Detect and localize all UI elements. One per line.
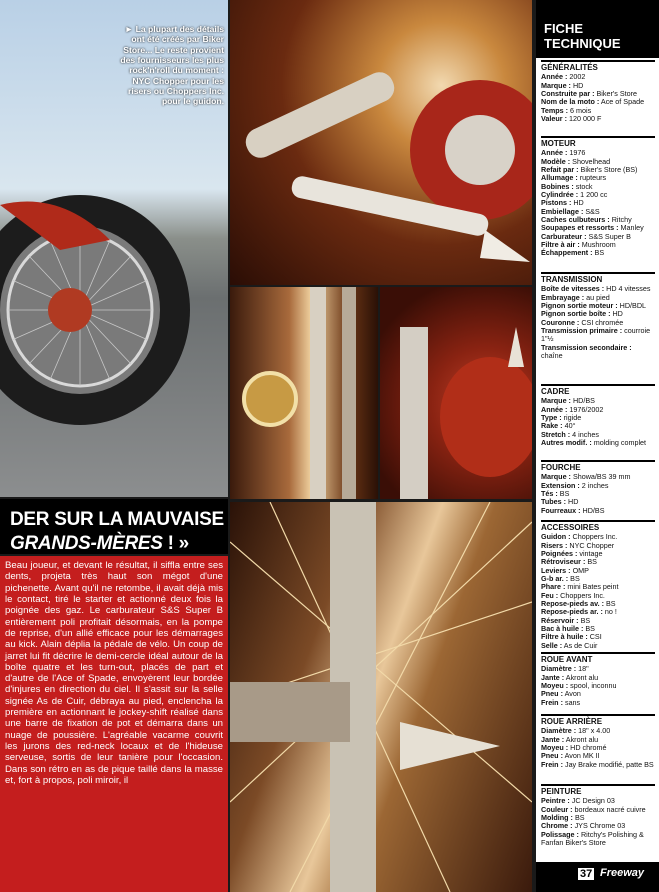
- photo-caption: ► La plupart des détails ont été créés par Biker Store... Le reste provient des fournisseurs les plus rock'n'roll du moment : NYC Chopper pour les risers ou Choppers Inc. pour le guidon.: [120, 24, 224, 107]
- spec-section: [541, 714, 655, 769]
- spec-key: Année :: [541, 72, 568, 82]
- spec-value: Akront alu: [565, 672, 599, 682]
- tech-sheet-title: [544, 22, 659, 52]
- engine-detail-photo: [230, 0, 532, 285]
- title-line1: FICHE: [544, 21, 583, 36]
- spec-value: 2002: [569, 72, 586, 82]
- spec-value: JC Design 03: [571, 796, 615, 806]
- spec-value: HD: [573, 198, 584, 208]
- spec-row: [541, 642, 655, 650]
- spec-section-title: TRANSMISSION: [541, 272, 655, 284]
- spec-row: [541, 249, 655, 257]
- spec-value: 2 inches: [581, 480, 609, 490]
- spec-value: rigide: [563, 412, 582, 422]
- spec-value: 1976/2002: [569, 404, 604, 414]
- spec-value: OMP: [572, 565, 589, 575]
- spec-key: Transmission primaire :: [541, 325, 623, 335]
- spec-key: Tubes :: [541, 497, 567, 507]
- handlebar-photo: [380, 287, 532, 499]
- spec-section: [541, 384, 655, 447]
- spec-value: S&S: [585, 206, 600, 216]
- spec-section-title: FOURCHE: [541, 460, 655, 472]
- spec-value: Manley: [620, 223, 644, 233]
- spec-key: Pneu :: [541, 751, 563, 761]
- spec-key: Allumage :: [541, 173, 578, 183]
- spec-section-title: ACCESSOIRES: [541, 520, 655, 532]
- spec-value: CSI chromée: [581, 317, 624, 327]
- spec-key: Valeur :: [541, 113, 567, 123]
- spec-value: BS: [594, 248, 605, 258]
- spec-value: HD chromé: [570, 742, 607, 752]
- spec-key: Embiellage :: [541, 206, 584, 216]
- spec-key: Embrayage :: [541, 292, 585, 302]
- spec-value: Ritchy: [611, 215, 632, 225]
- spec-key: Pistons :: [541, 198, 572, 208]
- spec-value: Avon: [564, 689, 581, 699]
- spec-value: S&S Super B: [588, 231, 631, 241]
- spec-value: spool, inconnu: [570, 680, 617, 690]
- spec-value: molding complet: [593, 437, 647, 447]
- spec-key: Filtre à huile :: [541, 632, 588, 642]
- spec-key: Fourreaux :: [541, 505, 581, 515]
- spec-key: Repose-pieds av. :: [541, 599, 604, 609]
- spec-key: Peintre :: [541, 796, 570, 806]
- spec-key: Selle :: [541, 640, 563, 650]
- spec-value: Ritchy's Polishing & Fanfan Biker's Store: [541, 829, 644, 847]
- spec-key: Nom de la moto :: [541, 97, 600, 107]
- spec-key: Construite par :: [541, 88, 595, 98]
- spec-value: 1976: [569, 148, 586, 158]
- front-hub-photo: [230, 502, 532, 892]
- spec-value: 18": [578, 664, 589, 674]
- spec-value: vintage: [579, 548, 603, 558]
- headline-line2: GRANDS-MÈRES: [10, 532, 163, 554]
- spec-key: Année :: [541, 404, 568, 414]
- spec-section: [541, 520, 655, 650]
- spec-value: HD/BS: [582, 505, 605, 515]
- spec-key: Bac à huile :: [541, 624, 584, 634]
- spec-key: Réservoir :: [541, 615, 579, 625]
- spec-section: [541, 60, 655, 123]
- spec-value: courroie 1"½: [541, 325, 651, 344]
- hub-shape: [48, 288, 92, 332]
- magazine-brand: Freeway: [600, 867, 645, 879]
- spec-key: Phare :: [541, 582, 566, 592]
- spec-value: bordeaux nacré cuivre: [574, 804, 646, 814]
- spec-key: Feu :: [541, 590, 559, 600]
- spec-key: Marque :: [541, 472, 571, 482]
- spec-row: [541, 327, 655, 344]
- spec-section: [541, 784, 655, 847]
- spec-value: As de Cuir: [563, 640, 598, 650]
- spec-key: Autres modif. :: [541, 437, 592, 447]
- spec-value: HD: [572, 80, 584, 90]
- spec-key: Couleur :: [541, 804, 573, 814]
- spec-key: Poignées :: [541, 548, 578, 558]
- spec-value: HD: [568, 497, 579, 507]
- spec-key: Couronne :: [541, 317, 580, 327]
- spec-section-title: ROUE AVANT: [541, 652, 655, 664]
- spec-value: stock: [575, 181, 593, 191]
- spec-section-title: CADRE: [541, 384, 655, 396]
- spec-value: HD 4 vitesses: [606, 284, 651, 294]
- spec-section: [541, 460, 655, 515]
- spec-key: Risers :: [541, 540, 568, 550]
- spec-key: G-b ar. :: [541, 573, 569, 583]
- spec-value: BS: [585, 624, 595, 634]
- spec-key: Extension :: [541, 480, 580, 490]
- spec-value: Mushroom: [581, 240, 616, 250]
- spec-key: Modèle :: [541, 156, 571, 166]
- spec-value: 4 inches: [572, 429, 599, 439]
- front-fork-photo: [230, 287, 378, 499]
- spec-value: Biker's Store (BS): [580, 164, 638, 174]
- spec-section-title: GÉNÉRALITÉS: [541, 60, 655, 72]
- spec-key: Rétroviseur :: [541, 557, 586, 567]
- spec-key: Carburateur :: [541, 231, 587, 241]
- spec-key: Cylindrée :: [541, 189, 579, 199]
- spec-key: Stretch :: [541, 429, 571, 439]
- spec-value: 40°: [564, 421, 576, 431]
- spec-row: [541, 761, 655, 769]
- spec-key: Type :: [541, 412, 562, 422]
- title-line2: TECHNIQUE: [544, 35, 621, 51]
- spec-key: Diamètre :: [541, 726, 577, 736]
- spec-value: CSI: [589, 632, 602, 642]
- spec-section: [541, 136, 655, 258]
- spec-row: [541, 831, 655, 848]
- spec-value: 120 000 F: [568, 113, 602, 123]
- spec-key: Marque :: [541, 80, 571, 90]
- spec-section: [541, 652, 655, 707]
- spec-key: Pneu :: [541, 689, 563, 699]
- article-headline: [10, 508, 225, 556]
- spec-key: Filtre à air :: [541, 240, 580, 250]
- spec-key: Tés :: [541, 488, 558, 498]
- spec-value: 18" x 4.00: [578, 726, 611, 736]
- spec-key: Caches culbuteurs :: [541, 215, 610, 225]
- spec-row: [541, 344, 655, 361]
- spec-value: BS: [574, 812, 585, 822]
- spec-key: Frein :: [541, 759, 563, 769]
- spec-value: rupteurs: [579, 173, 607, 183]
- spec-value: BS: [559, 488, 570, 498]
- spec-value: sans: [564, 697, 581, 707]
- spec-key: Repose-pieds ar. :: [541, 607, 603, 617]
- article-body: Beau joueur, et devant le résultat, il siffla entre ses dents, projeta très haut son mégot d'une pichenette. Avant qu'il ne retombe, il avait déjà mis le contact, tiré le starter et actionné deux fois la poignée des gaz. Le carburateur S&S Super B entièrement poli profitait désormais, en la pompe de reprise, d'un allié efficace pour les démarrages au kick. Alain déplia la pédale de vélo. Un coup de jarret lui fit décrire le demi-cercle idéal autour de la boîte quatre et les turn-out, placés de part et d'autre de l'Ace of Spade, envoyèrent leur bordée d'injures en direction du ciel. Il s'assit sur la selle signée As de Cuir, débraya au pied, enclencha la première en actionnant le jockey-shift réalisé dans une barre de fixation de pot et démarra dans un nuage de poussière. L'agréable vacarme couvrit les jurons des red-neck locaux et de l'hideuse serveuse, sortis de leur tanière pour l'occasion. Dans son rétro en as de pique taillé dans la masse et, fort à propos, poli miroir, il: [5, 560, 223, 786]
- spec-value: JYS Chrome 03: [574, 821, 626, 831]
- spec-value: no !: [604, 607, 617, 617]
- spec-key: Échappement :: [541, 248, 593, 258]
- spec-row: [541, 439, 655, 447]
- spec-key: Frein :: [541, 697, 563, 707]
- spec-value: HD: [612, 309, 623, 319]
- spec-row: [541, 507, 655, 515]
- spec-value: Ace of Spade: [600, 97, 645, 107]
- page-number: 37: [580, 868, 593, 880]
- spec-key: Pignon sortie moteur :: [541, 300, 618, 310]
- spec-value: Choppers Inc.: [572, 532, 618, 542]
- spec-key: Guidon :: [541, 532, 571, 542]
- spec-key: Soupapes et ressorts :: [541, 223, 619, 233]
- spec-value: Choppers Inc.: [560, 590, 605, 600]
- spec-key: Boîte de vitesses :: [541, 284, 605, 294]
- spec-key: Diamètre :: [541, 664, 577, 674]
- spec-section: [541, 272, 655, 360]
- spec-key: Rake :: [541, 421, 563, 431]
- spec-value: 6 mois: [570, 105, 592, 115]
- spec-value: Shovelhead: [572, 156, 611, 166]
- spec-key: Transmission secondaire :: [541, 342, 632, 352]
- spec-value: HD/BDL: [619, 300, 647, 310]
- spec-key: Jante :: [541, 734, 565, 744]
- spec-key: Leviers :: [541, 565, 571, 575]
- spec-value: BS: [570, 573, 580, 583]
- headline-punct: ! »: [162, 532, 189, 554]
- spec-value: Biker's Store: [596, 88, 638, 98]
- spec-value: BS: [580, 615, 591, 625]
- spec-key: Chrome :: [541, 821, 573, 831]
- spec-key: Marque :: [541, 396, 571, 406]
- spec-value: chaîne: [541, 351, 563, 361]
- spec-key: Molding :: [541, 812, 573, 822]
- spec-value: Avon MK II: [564, 751, 600, 761]
- spec-key: Jante :: [541, 672, 565, 682]
- spec-value: Akront alu: [565, 734, 599, 744]
- spec-value: Showa/BS 39 mm: [572, 472, 631, 482]
- spec-value: au pied: [586, 292, 610, 302]
- spec-key: Bobines :: [541, 181, 574, 191]
- spec-value: HD/BS: [572, 396, 595, 406]
- spec-key: Moyeu :: [541, 680, 569, 690]
- headline-line1: DER SUR LA MAUVAISE: [10, 509, 224, 530]
- spec-value: Jay Brake modifié, patte BS: [564, 759, 654, 769]
- spec-key: Pignon sortie boîte :: [541, 309, 611, 319]
- spec-value: mini Bates peint: [567, 582, 619, 592]
- spec-key: Temps :: [541, 105, 569, 115]
- spec-row: [541, 699, 655, 707]
- spec-row: [541, 115, 655, 123]
- spec-value: BS: [605, 599, 616, 609]
- spec-section-title: MOTEUR: [541, 136, 655, 148]
- spec-key: Moyeu :: [541, 742, 569, 752]
- spec-key: Année :: [541, 148, 568, 158]
- spec-value: 1 200 cc: [580, 189, 608, 199]
- spec-value: BS: [587, 557, 597, 567]
- spec-key: Refait par :: [541, 164, 579, 174]
- spec-value: NYC Chopper: [569, 540, 615, 550]
- spec-section-title: PEINTURE: [541, 784, 655, 796]
- spec-section-title: ROUE ARRIÈRE: [541, 714, 655, 726]
- spec-key: Polissage :: [541, 829, 579, 839]
